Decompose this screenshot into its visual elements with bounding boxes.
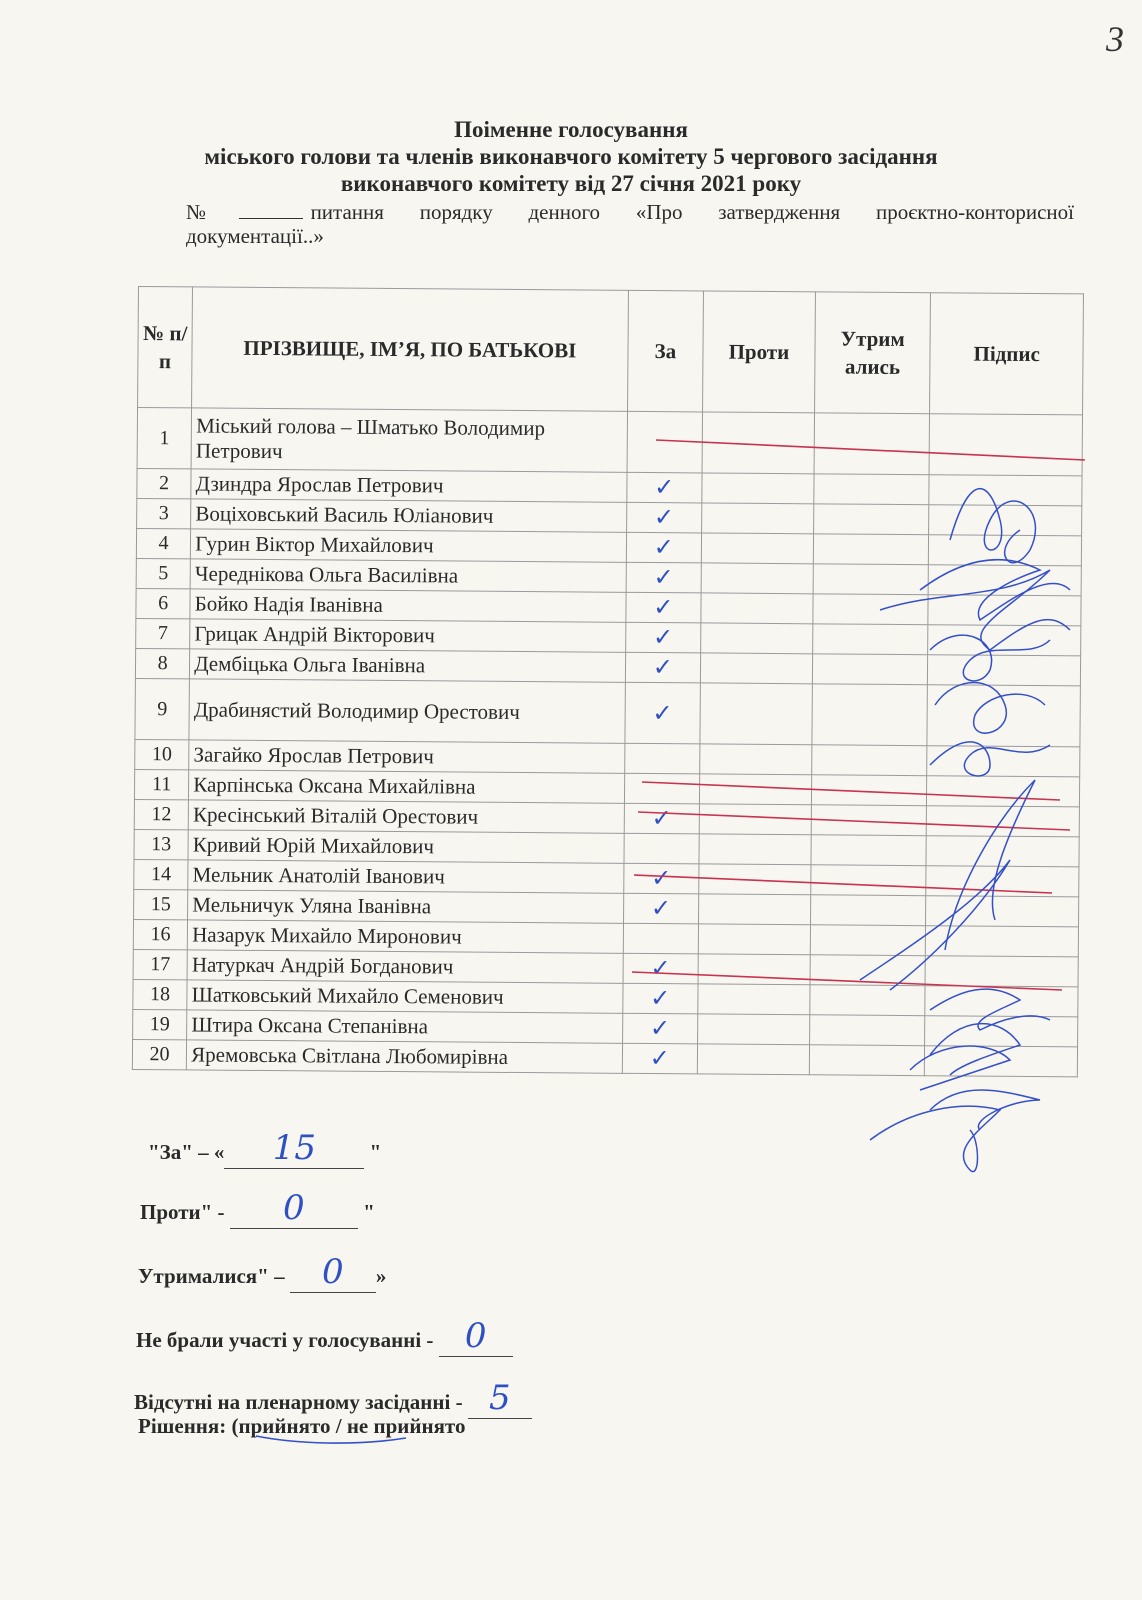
row-name: Воціховський Василь Юліанович: [191, 499, 627, 532]
table-row: [137, 408, 1082, 476]
row-num: 16: [133, 919, 187, 949]
row-name: Дембіцька Ольга Іванівна: [190, 649, 626, 682]
header-pidpys: Підпис: [930, 293, 1084, 415]
row-num: 20: [132, 1039, 186, 1069]
row-num: 6: [136, 588, 190, 618]
row-proty: [701, 623, 813, 654]
summary-ne-braly: [136, 1316, 513, 1357]
row-proty: [698, 984, 810, 1015]
row-utrymalys: [811, 745, 927, 776]
header-title: Поіменне голосування: [454, 117, 688, 142]
row-name: Мельник Анатолій Іванович: [188, 860, 624, 893]
row-za: [625, 592, 701, 623]
row-signature: [929, 505, 1082, 536]
header-za: За: [627, 290, 704, 412]
row-za: [623, 863, 699, 894]
check-mark-icon: ✓: [651, 864, 672, 893]
row-utrymalys: [814, 413, 930, 475]
row-signature: [927, 806, 1080, 837]
row-num: 1: [137, 408, 192, 469]
row-utrymalys: [813, 564, 929, 595]
row-num: 10: [135, 739, 189, 769]
decision-line: [138, 1414, 465, 1439]
row-name: Карпінська Оксана Михайлівна: [189, 770, 625, 803]
row-proty: [699, 834, 811, 865]
row-num: 17: [133, 949, 187, 979]
check-mark-icon: ✓: [650, 954, 671, 983]
row-num: 9: [135, 678, 190, 739]
row-za: [625, 652, 701, 683]
row-num: 13: [134, 829, 188, 859]
summary-utrymalys-close: »: [375, 1264, 387, 1288]
row-utrymalys: [809, 1015, 925, 1046]
check-mark-icon: ✓: [650, 984, 671, 1013]
header-name: ПРІЗВИЩЕ, ІМ’Я, ПО БАТЬКОВІ: [192, 287, 628, 411]
row-utrymalys: [810, 985, 926, 1016]
row-signature: [926, 836, 1079, 867]
agenda-question: [186, 200, 1074, 248]
row-utrymalys: [810, 895, 926, 926]
row-num: 3: [137, 498, 191, 528]
row-signature: [925, 986, 1078, 1017]
row-za: [625, 622, 701, 653]
row-num: 12: [134, 799, 188, 829]
row-za: [624, 743, 700, 774]
check-mark-icon: ✓: [652, 653, 674, 682]
row-num: 18: [133, 979, 187, 1009]
check-mark-icon: [629, 788, 696, 789]
row-proty: [701, 563, 813, 594]
row-signature: [926, 866, 1079, 897]
row-za: [622, 983, 698, 1014]
row-utrymalys: [811, 865, 927, 896]
row-za: [626, 562, 702, 593]
row-za: [624, 803, 700, 834]
page-number: 3: [1106, 19, 1124, 59]
row-signature: [925, 1046, 1078, 1077]
row-proty: [699, 864, 811, 895]
row-num: 7: [136, 618, 190, 648]
check-mark-icon: ✓: [651, 804, 672, 833]
vote-table: [132, 286, 1084, 1077]
row-proty: [697, 1044, 809, 1075]
row-name: Гурин Віктор Михайлович: [191, 529, 627, 562]
row-proty: [701, 593, 813, 624]
summary-vidsutni-value: 5: [468, 1378, 532, 1419]
summary-ne-braly-value: 0: [439, 1316, 513, 1357]
summary-za-value: 15: [224, 1128, 364, 1169]
row-num: 14: [134, 859, 188, 889]
row-za: [624, 682, 700, 744]
summary-vidsutni-label: Відсутні на пленарному засіданні -: [134, 1390, 463, 1414]
row-utrymalys: [809, 1045, 925, 1076]
row-name: Назарук Михайло Миронович: [188, 920, 624, 953]
check-mark-icon: [631, 442, 698, 443]
row-signature: [927, 685, 1080, 747]
row-signature: [927, 746, 1080, 777]
row-proty: [699, 804, 811, 835]
row-proty: [701, 653, 813, 684]
summary-proty-label: Проти" -: [140, 1200, 225, 1224]
row-utrymalys: [814, 474, 930, 505]
row-signature: [928, 625, 1081, 656]
check-mark-icon: ✓: [653, 503, 675, 532]
row-utrymalys: [811, 775, 927, 806]
summary-proty-value: 0: [230, 1188, 358, 1229]
summary-utrymalys: [138, 1252, 386, 1293]
row-name: Міський голова – Шматько Володимир Петрович: [191, 408, 627, 472]
check-mark-icon: ✓: [650, 894, 672, 923]
table-row: [132, 1039, 1077, 1076]
document-header: [0, 116, 1142, 197]
summary-za-label: "За" – «: [148, 1140, 225, 1164]
check-mark-icon: [627, 938, 694, 939]
header-num: № п/п: [138, 287, 193, 408]
row-name: Череднікова Ольга Василівна: [190, 559, 626, 592]
summary-za: [148, 1128, 381, 1169]
check-mark-icon: ✓: [649, 1044, 670, 1073]
row-za: [624, 773, 700, 804]
row-utrymalys: [813, 594, 929, 625]
row-name: Яремовська Світлана Любомирівна: [187, 1040, 623, 1073]
header-utrymalys: Утрим ались: [814, 292, 931, 414]
row-proty: [700, 683, 812, 745]
summary-za-close: ": [369, 1140, 382, 1164]
row-name: Шатковський Михайло Семенович: [187, 980, 623, 1013]
row-num: 15: [134, 889, 188, 919]
header-proty: Проти: [703, 291, 816, 413]
row-proty: [700, 774, 812, 805]
row-za: [622, 1013, 698, 1044]
row-utrymalys: [810, 925, 926, 956]
row-za: [623, 923, 699, 954]
question-number-blank: [239, 218, 303, 219]
row-utrymalys: [812, 624, 928, 655]
row-signature: [929, 535, 1082, 566]
row-za: [622, 1043, 698, 1074]
row-utrymalys: [811, 805, 927, 836]
row-signature: [929, 475, 1082, 506]
question-text: питання порядку денного «Про затвердження проєктно-конторисної документації..»: [186, 200, 1074, 248]
summary-ne-braly-label: Не брали участі у голосуванні -: [136, 1328, 434, 1352]
summary-utrymalys-label: Утрималися" –: [138, 1264, 285, 1288]
row-za: [623, 953, 699, 984]
row-num: 5: [136, 558, 190, 588]
summary-vidsutni: [134, 1378, 532, 1419]
summary-proty-close: ": [363, 1200, 375, 1224]
row-name: Бойко Надія Іванівна: [190, 589, 626, 622]
row-signature: [926, 896, 1079, 927]
check-mark-icon: ✓: [649, 1014, 671, 1043]
row-signature: [928, 595, 1081, 626]
row-num: 4: [136, 528, 190, 558]
check-mark-icon: [628, 848, 695, 849]
header-date-line: виконавчого комітету від 27 січня 2021 року: [340, 171, 802, 196]
summary-utrymalys-value: 0: [290, 1252, 376, 1293]
row-proty: [698, 954, 810, 985]
row-utrymalys: [813, 534, 929, 565]
row-signature: [927, 776, 1080, 807]
check-mark-icon: ✓: [652, 698, 673, 727]
row-proty: [701, 533, 813, 564]
vote-table-body: [132, 408, 1082, 1077]
row-utrymalys: [813, 504, 929, 535]
row-proty: [698, 1014, 810, 1045]
row-signature: [925, 956, 1078, 987]
row-name: Мельничук Уляна Іванівна: [188, 890, 624, 923]
row-proty: [700, 744, 812, 775]
check-mark-icon: ✓: [653, 533, 674, 562]
row-num: 2: [137, 468, 191, 498]
row-utrymalys: [811, 835, 927, 866]
check-mark-icon: ✓: [654, 473, 675, 502]
row-name: Драбинястий Володимир Орестович: [189, 679, 625, 743]
row-name: Кривий Юрій Михайлович: [188, 830, 624, 863]
row-name: Дзиндра Ярослав Петрович: [191, 469, 627, 502]
row-num: 19: [133, 1009, 187, 1039]
check-mark-icon: ✓: [652, 623, 674, 652]
row-proty: [702, 473, 814, 504]
vote-table-header: [138, 287, 1084, 415]
header-subtitle: міського голови та членів виконавчого комітету 5 чергового засідання: [204, 144, 938, 169]
row-signature: [925, 1016, 1078, 1047]
row-za: [623, 893, 699, 924]
row-signature: [929, 414, 1082, 476]
row-signature: [926, 926, 1079, 957]
row-utrymalys: [810, 955, 926, 986]
row-name: Штира Оксана Степанівна: [187, 1010, 623, 1043]
row-num: 8: [135, 648, 189, 678]
row-proty: [702, 412, 814, 474]
row-signature: [929, 565, 1082, 596]
row-proty: [702, 503, 814, 534]
row-signature: [928, 655, 1081, 686]
summary-proty: [140, 1188, 375, 1229]
row-name: Кресінський Віталій Орестович: [188, 800, 624, 833]
row-proty: [699, 894, 811, 925]
check-mark-icon: ✓: [653, 593, 674, 622]
check-mark-icon: [629, 758, 696, 759]
row-num: 11: [134, 769, 188, 799]
row-za: [626, 472, 702, 503]
row-utrymalys: [812, 654, 928, 685]
row-za: [626, 532, 702, 563]
row-utrymalys: [812, 684, 928, 746]
row-proty: [698, 924, 810, 955]
question-number-sign: №: [186, 200, 231, 224]
row-za: [627, 411, 703, 473]
row-za: [626, 502, 702, 533]
row-name: Загайко Ярослав Петрович: [189, 740, 625, 773]
decision-text: Рішення: (прийнято / не прийнято: [138, 1414, 466, 1438]
row-name: Грицак Андрій Вікторович: [190, 619, 626, 652]
row-name: Натуркач Андрій Богданович: [187, 950, 623, 983]
table-row: [135, 678, 1080, 746]
check-mark-icon: ✓: [653, 563, 674, 592]
row-za: [624, 833, 700, 864]
